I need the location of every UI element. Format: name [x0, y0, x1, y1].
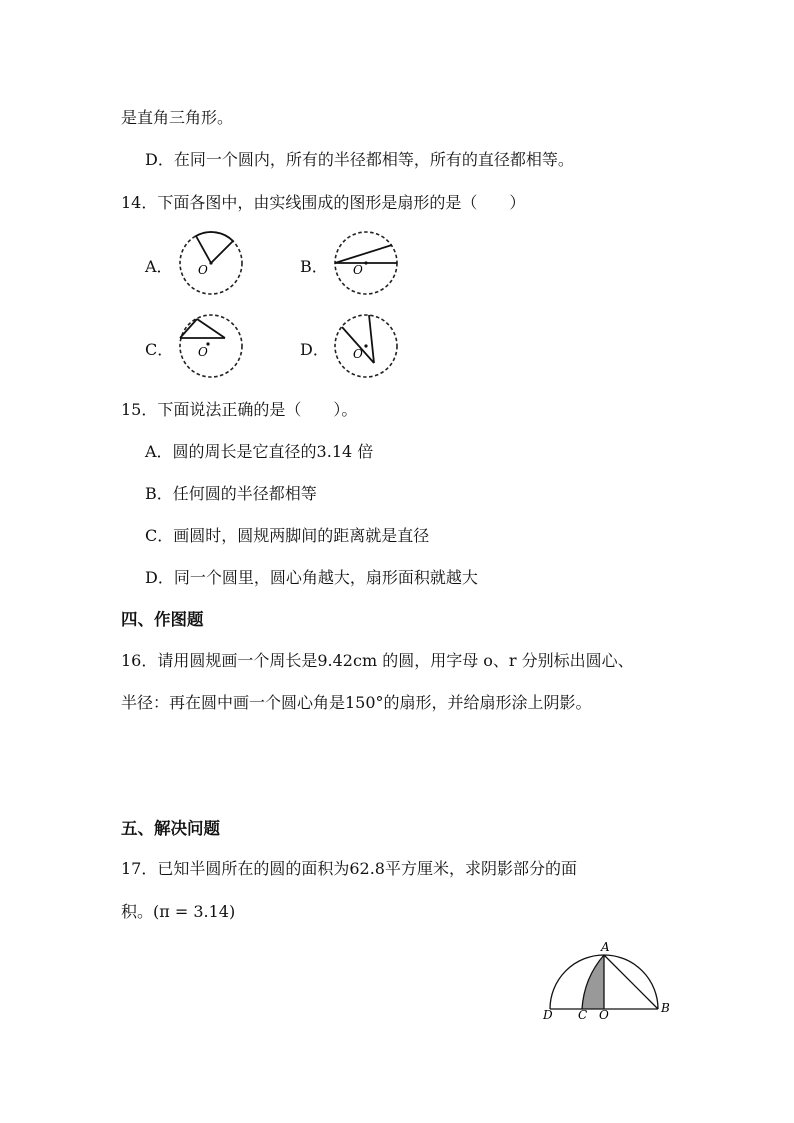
center-o-label: O [353, 263, 363, 277]
point-a-label: A [601, 940, 610, 954]
q14-option-c-label: C． [145, 340, 174, 359]
shaded-region [582, 955, 604, 1009]
question-16-line-2: 半径：再在圆中画一个圆心角是150°的扇形，并给扇形涂上阴影。 [121, 693, 592, 712]
center-o-label: O [198, 263, 208, 277]
question-14: 14．下面各图中，由实线围成的图形是扇形的是（ ） [121, 193, 526, 212]
q14-figure-c [176, 311, 246, 381]
q15-option-b: B．任何圆的半径都相等 [145, 484, 317, 503]
point-d-label: D [543, 1008, 553, 1020]
question-17-line-1: 17．已知半圆所在的圆的面积为62.8平方厘米，求阴影部分的面 [121, 859, 577, 878]
q15-option-c: C．画圆时，圆规两脚间的距离就是直径 [145, 526, 430, 545]
center-o-label: O [353, 347, 363, 361]
q14-option-d-label: D． [300, 340, 329, 359]
q17-semicircle-figure [538, 940, 678, 1020]
option-13-d: D．在同一个圆内，所有的半径都相等，所有的直径都相等。 [145, 150, 574, 169]
q14-figure-d [331, 311, 401, 381]
question-17-line-2: 积。(π = 3.14) [121, 902, 236, 921]
point-o-label: O [599, 1008, 609, 1020]
q14-option-b-label: B． [300, 257, 328, 276]
q14-option-a-label: A． [145, 257, 173, 276]
section-heading-4: 四、作图题 [121, 610, 204, 629]
question-16-line-1: 16．请用圆规画一个周长是9.42cm 的圆，用字母 o、r 分别标出圆心、 [121, 651, 634, 670]
question-15: 15．下面说法正确的是（ ）。 [121, 400, 358, 419]
point-c-label: C [578, 1008, 588, 1020]
text-line-1: 是直角三角形。 [121, 108, 234, 127]
q15-option-d: D．同一个圆里，圆心角越大，扇形面积就越大 [145, 568, 478, 587]
q15-option-a: A．圆的周长是它直径的3.14 倍 [145, 442, 374, 461]
q14-figure-a [176, 228, 246, 298]
point-b-label: B [661, 1001, 670, 1015]
center-o-label: O [198, 345, 208, 359]
q14-figure-b [331, 228, 401, 298]
section-heading-5: 五、解决问题 [121, 819, 220, 838]
